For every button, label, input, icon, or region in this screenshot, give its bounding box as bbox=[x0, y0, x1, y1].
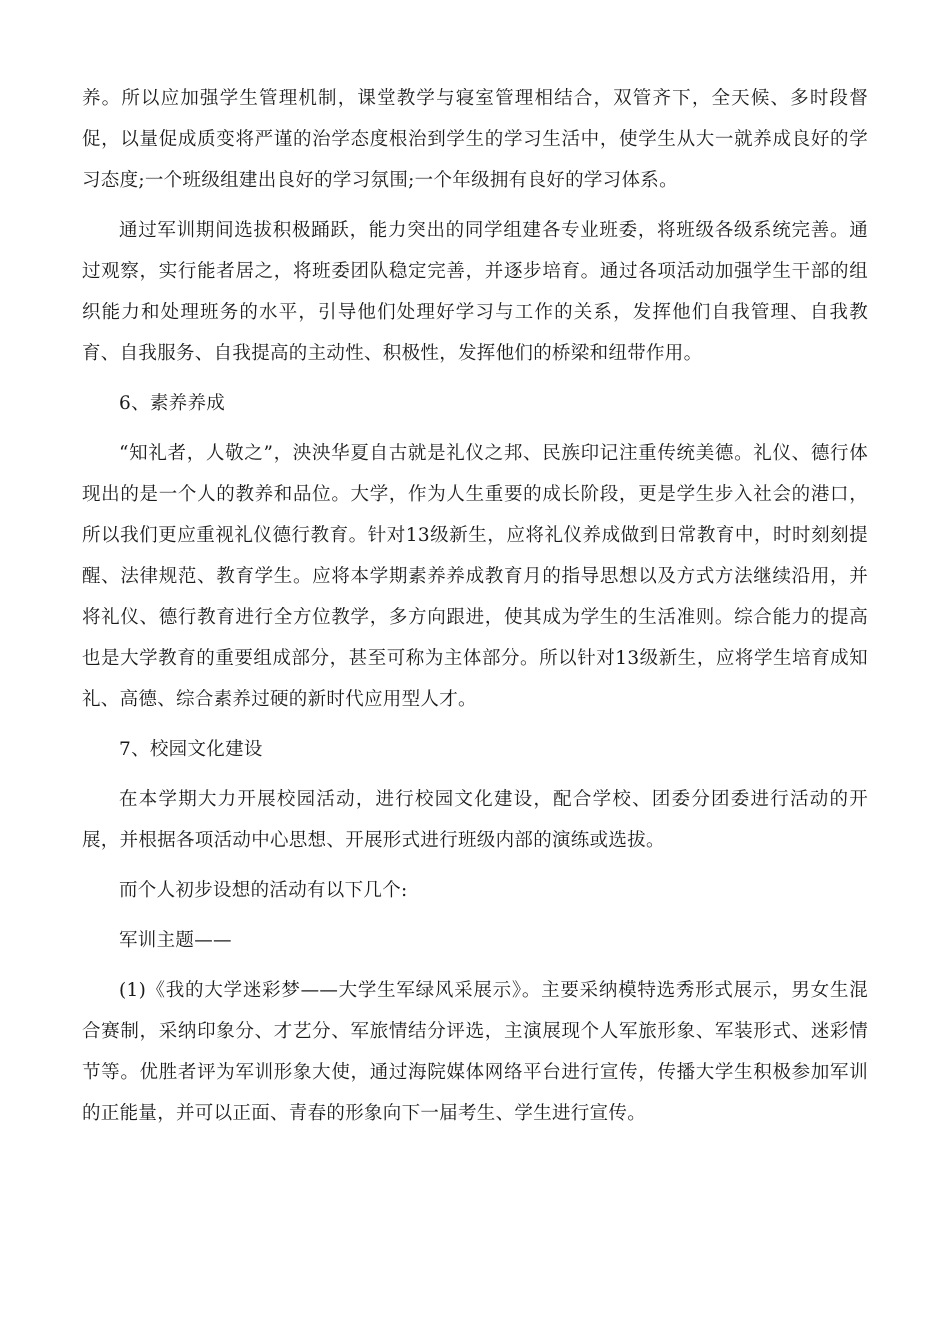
document-body bbox=[82, 78, 868, 1134]
section-heading-7: 7、校园文化建设 bbox=[119, 739, 263, 760]
paragraph-campus-activities: 在本学期大力开展校园活动，进行校园文化建设，配合学校、团委分团委进行活动的开展，并根据各项活动中心思想、开展形式进行班级内部的演练或选拔。 bbox=[82, 789, 868, 851]
paragraph-etiquette: “知礼者，人敬之”，泱泱华夏自古就是礼仪之邦、民族印记注重传统美德。礼仪、德行体现出的是一个人的教养和品位。大学，作为人生重要的成长阶段，更是学生步入社会的港口，所以我们更应重视礼仪德行教育。针对13级新生，应将礼仪养成做到日常教育中，时时刻刻提醒、法律规范、教育学生。应将本学期素养养成教育月的指导思想以及方式方法继续沿用，并将礼仪、德行教育进行全方位教学，多方向跟进，使其成为学生的生活准则。综合能力的提高也是大学教育的重要组成部分，甚至可称为主体部分。所以针对13级新生，应将学生培育成知礼、高德、综合素养过硬的新时代应用型人才。 bbox=[82, 443, 868, 710]
section-heading-6: 6、素养养成 bbox=[119, 393, 226, 414]
paragraph-continued: 养。所以应加强学生管理机制，课堂教学与寝室管理相结合，双管齐下，全天候、多时段督促，以量促成质变将严谨的治学态度根治到学生的学习生活中，使学生从大一就养成良好的学习态度;一个班级组建出良好的学习氛围;一个年级拥有良好的学习体系。 bbox=[82, 88, 868, 191]
paragraph-class-committee: 通过军训期间选拔积极踊跃，能力突出的同学组建各专业班委，将班级各级系统完善。通过观察，实行能者居之，将班委团队稳定完善，并逐步培育。通过各项活动加强学生干部的组织能力和处理班务的水平，引导他们处理好学习与工作的关系，发挥他们自我管理、自我教育、自我服务、自我提高的主动性、积极性，发挥他们的桥梁和纽带作用。 bbox=[82, 220, 868, 364]
paragraph-activity-1: (1)《我的大学迷彩梦——大学生军绿风采展示》。主要采纳模特选秀形式展示，男女生混合赛制，采纳印象分、才艺分、军旅情结分评选，主演展现个人军旅形象、军装形式、迷彩情节等。优胜者评为军训形象大使，通过海院媒体网络平台进行宣传，传播大学生积极参加军训的正能量，并可以正面、青春的形象向下一届考生、学生进行宣传。 bbox=[82, 980, 868, 1124]
paragraph-military-theme: 军训主题—— bbox=[119, 930, 232, 951]
paragraph-activity-intro: 而个人初步设想的活动有以下几个: bbox=[119, 880, 408, 901]
